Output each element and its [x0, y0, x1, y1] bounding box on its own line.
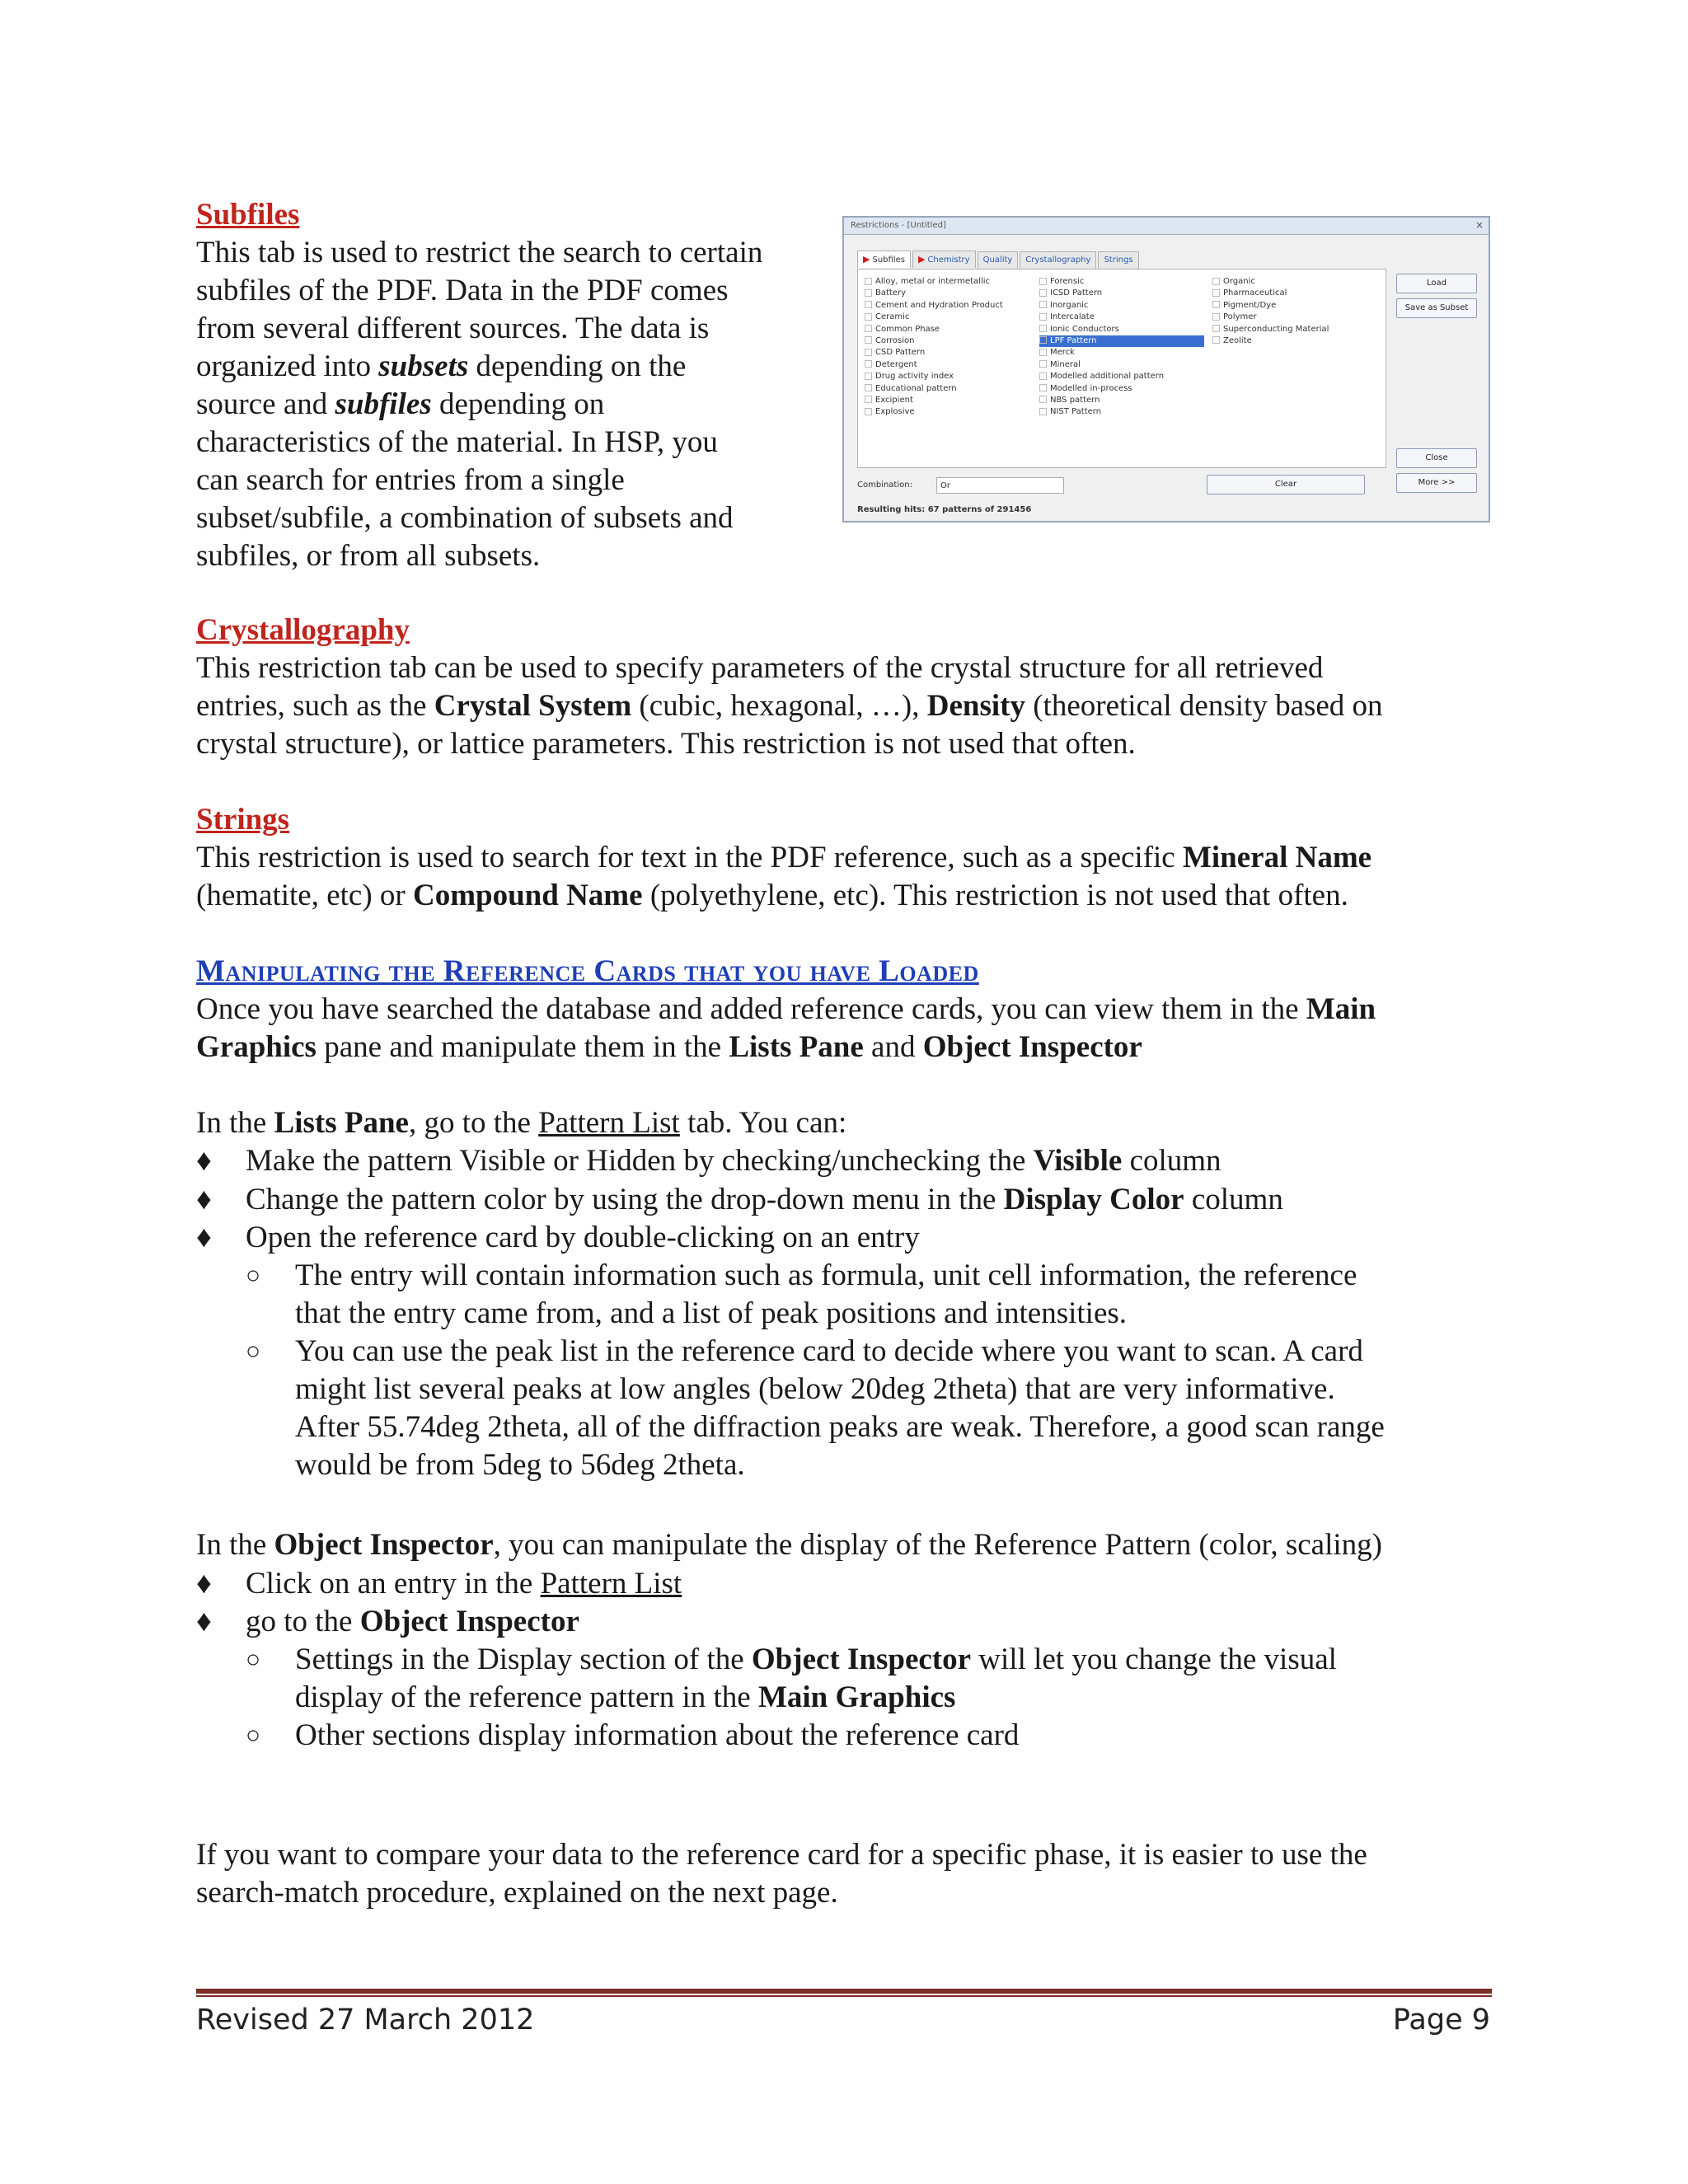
flag-icon: ▶ — [863, 254, 870, 265]
save-as-subset-button[interactable]: Save as Subset — [1396, 298, 1477, 318]
subfile-checkbox[interactable]: Merck — [1039, 347, 1204, 359]
subfile-checkbox[interactable]: Explosive — [865, 406, 1029, 418]
subfile-checkbox[interactable]: Educational pattern — [865, 383, 1029, 395]
subfile-column-2 — [1039, 276, 1204, 419]
combination-select[interactable]: Or — [936, 477, 1064, 494]
manipulating-paragraph — [196, 991, 1498, 1066]
tab-quality[interactable]: Quality — [978, 251, 1019, 269]
page-number: Page 9 — [1392, 2004, 1490, 2036]
subfile-checkbox[interactable]: Modelled in-process — [1039, 383, 1204, 395]
paragraph-line: entries, such as the Crystal System (cubic, hexagonal, …), Density (theoretical density based on — [196, 689, 1383, 723]
subfile-checkbox[interactable]: Corrosion — [865, 335, 1029, 347]
dialog-tabs — [857, 251, 1141, 269]
lists-intro: In the Lists Pane, go to the Pattern List tab. You can: — [196, 1106, 847, 1140]
subfile-checkbox[interactable]: Intercalate — [1039, 312, 1204, 323]
subfiles-heading: Subfiles — [196, 198, 300, 232]
subfile-checkbox[interactable]: Superconducting Material — [1212, 324, 1377, 335]
subfile-column-3 — [1212, 276, 1377, 347]
subfiles-line: subfiles of the PDF. Data in the PDF comes — [196, 274, 729, 307]
tab-chemistry[interactable]: ▶ Chemistry — [912, 251, 976, 268]
restrictions-dialog-screenshot — [842, 216, 1490, 523]
crystallography-paragraph — [196, 649, 1498, 763]
subfile-checkbox[interactable]: Pigment/Dye — [1212, 300, 1377, 312]
subfile-checkbox[interactable]: Mineral — [1039, 359, 1204, 371]
subfile-checkbox[interactable]: NBS pattern — [1039, 395, 1204, 406]
diamond-bullet-icon: ♦ — [196, 1605, 212, 1638]
paragraph-line: Graphics pane and manipulate them in the Lists Pane and Object Inspector — [196, 1030, 1142, 1064]
revision-date: Revised 27 March 2012 — [196, 2004, 535, 2036]
inspector-intro: In the Object Inspector, you can manipulate the display of the Reference Pattern (color, scaling) — [196, 1528, 1382, 1562]
manipulating-heading: Manipulating the Reference Cards that you have Loaded — [196, 954, 979, 988]
subfile-checkbox[interactable]: Ceramic — [865, 312, 1029, 323]
paragraph-line: crystal structure), or lattice parameters. This restriction is not used that often. — [196, 727, 1136, 761]
subfile-checkbox[interactable]: CSD Pattern — [865, 347, 1029, 359]
close-icon[interactable]: × — [1475, 219, 1484, 231]
subfile-checkbox[interactable]: ICSD Pattern — [1039, 288, 1204, 299]
diamond-bullet-icon: ♦ — [196, 1221, 212, 1254]
closing-paragraph — [196, 1836, 1498, 1912]
subfiles-line: subfiles, or from all subsets. — [196, 539, 541, 573]
subsets-emphasis: subsets — [378, 349, 469, 383]
load-button[interactable]: Load — [1396, 274, 1477, 293]
strings-paragraph — [196, 839, 1498, 915]
diamond-bullet-icon: ♦ — [196, 1144, 212, 1178]
subfile-checkbox[interactable]: Alloy, metal or intermetallic — [865, 276, 1029, 288]
subfile-checkbox[interactable]: Inorganic — [1039, 300, 1204, 312]
crystallography-heading: Crystallography — [196, 613, 410, 647]
subfiles-panel — [857, 269, 1386, 468]
subfile-checkbox[interactable]: Organic — [1212, 276, 1377, 288]
tab-crystallography[interactable]: Crystallography — [1020, 251, 1096, 269]
subfiles-line: subset/subfile, a combination of subsets and — [196, 501, 734, 535]
subfile-checkbox[interactable]: Forensic — [1039, 276, 1204, 288]
subfiles-line: can search for entries from a single — [196, 463, 625, 497]
subfile-checkbox[interactable]: Zeolite — [1212, 335, 1377, 347]
subfile-checkbox[interactable]: Cement and Hydration Product — [865, 300, 1029, 312]
close-button[interactable]: Close — [1396, 448, 1477, 468]
resulting-hits: Resulting hits: 67 patterns of 291456 — [857, 505, 1032, 514]
circle-bullet-icon: ○ — [246, 1646, 261, 1673]
paragraph-line: If you want to compare your data to the reference card for a specific phase, it is easier to use the — [196, 1838, 1367, 1872]
subfile-checkbox[interactable]: Ionic Conductors — [1039, 324, 1204, 335]
diamond-bullet-icon: ♦ — [196, 1183, 212, 1216]
footer-rule-thin — [196, 1995, 1492, 1997]
paragraph-line: search-match procedure, explained on the next page. — [196, 1876, 838, 1910]
subfile-checkbox[interactable]: Common Phase — [865, 324, 1029, 335]
circle-bullet-icon: ○ — [246, 1262, 261, 1289]
tab-strings[interactable]: Strings — [1098, 251, 1138, 269]
subfile-checkbox[interactable]: Drug activity index — [865, 371, 1029, 382]
subfile-column-1 — [865, 276, 1029, 419]
diamond-bullet-icon: ♦ — [196, 1567, 212, 1601]
subfile-checkbox-selected[interactable]: LPF Pattern — [1039, 335, 1204, 347]
subfile-checkbox[interactable]: Battery — [865, 288, 1029, 299]
dialog-titlebar — [844, 218, 1489, 235]
subfile-checkbox[interactable]: Pharmaceutical — [1212, 288, 1377, 299]
paragraph-line: This restriction tab can be used to specify parameters of the crystal structure for all retrieved — [196, 651, 1324, 685]
subfiles-line: This tab is used to restrict the search to certain — [196, 236, 763, 269]
subfile-checkbox[interactable]: NIST Pattern — [1039, 406, 1204, 418]
subfiles-paragraph — [196, 234, 823, 575]
subfile-checkbox[interactable]: Modelled additional pattern — [1039, 371, 1204, 382]
flag-icon: ▶ — [917, 254, 926, 265]
clear-button[interactable]: Clear — [1207, 475, 1365, 494]
paragraph-line: (hematite, etc) or Compound Name (polyethylene, etc). This restriction is not used that often. — [196, 879, 1348, 912]
more-button[interactable]: More >> — [1396, 473, 1477, 493]
dialog-title: Restrictions - [Untitled] — [851, 221, 946, 230]
footer-rule — [196, 1989, 1492, 1994]
subfiles-line: organized into subsets depending on the — [196, 349, 687, 383]
subfile-checkbox[interactable]: Excipient — [865, 395, 1029, 406]
paragraph-line: This restriction is used to search for text in the PDF reference, such as a specific Mineral Name — [196, 841, 1372, 874]
subfile-checkbox[interactable]: Polymer — [1212, 312, 1377, 323]
subfile-checkbox[interactable]: Detergent — [865, 359, 1029, 371]
subfiles-emphasis: subfiles — [335, 387, 432, 421]
circle-bullet-icon: ○ — [246, 1338, 261, 1365]
subfiles-line: characteristics of the material. In HSP, you — [196, 425, 718, 459]
circle-bullet-icon: ○ — [246, 1722, 261, 1749]
tab-subfiles[interactable]: ▶ Subfiles — [857, 251, 911, 268]
subfiles-line: from several different sources. The data is — [196, 312, 710, 345]
subfiles-line: source and subfiles depending on — [196, 387, 605, 421]
combination-label: Combination: — [857, 480, 912, 490]
paragraph-line: Once you have searched the database and added reference cards, you can view them in the Main — [196, 992, 1376, 1026]
strings-heading: Strings — [196, 803, 290, 837]
